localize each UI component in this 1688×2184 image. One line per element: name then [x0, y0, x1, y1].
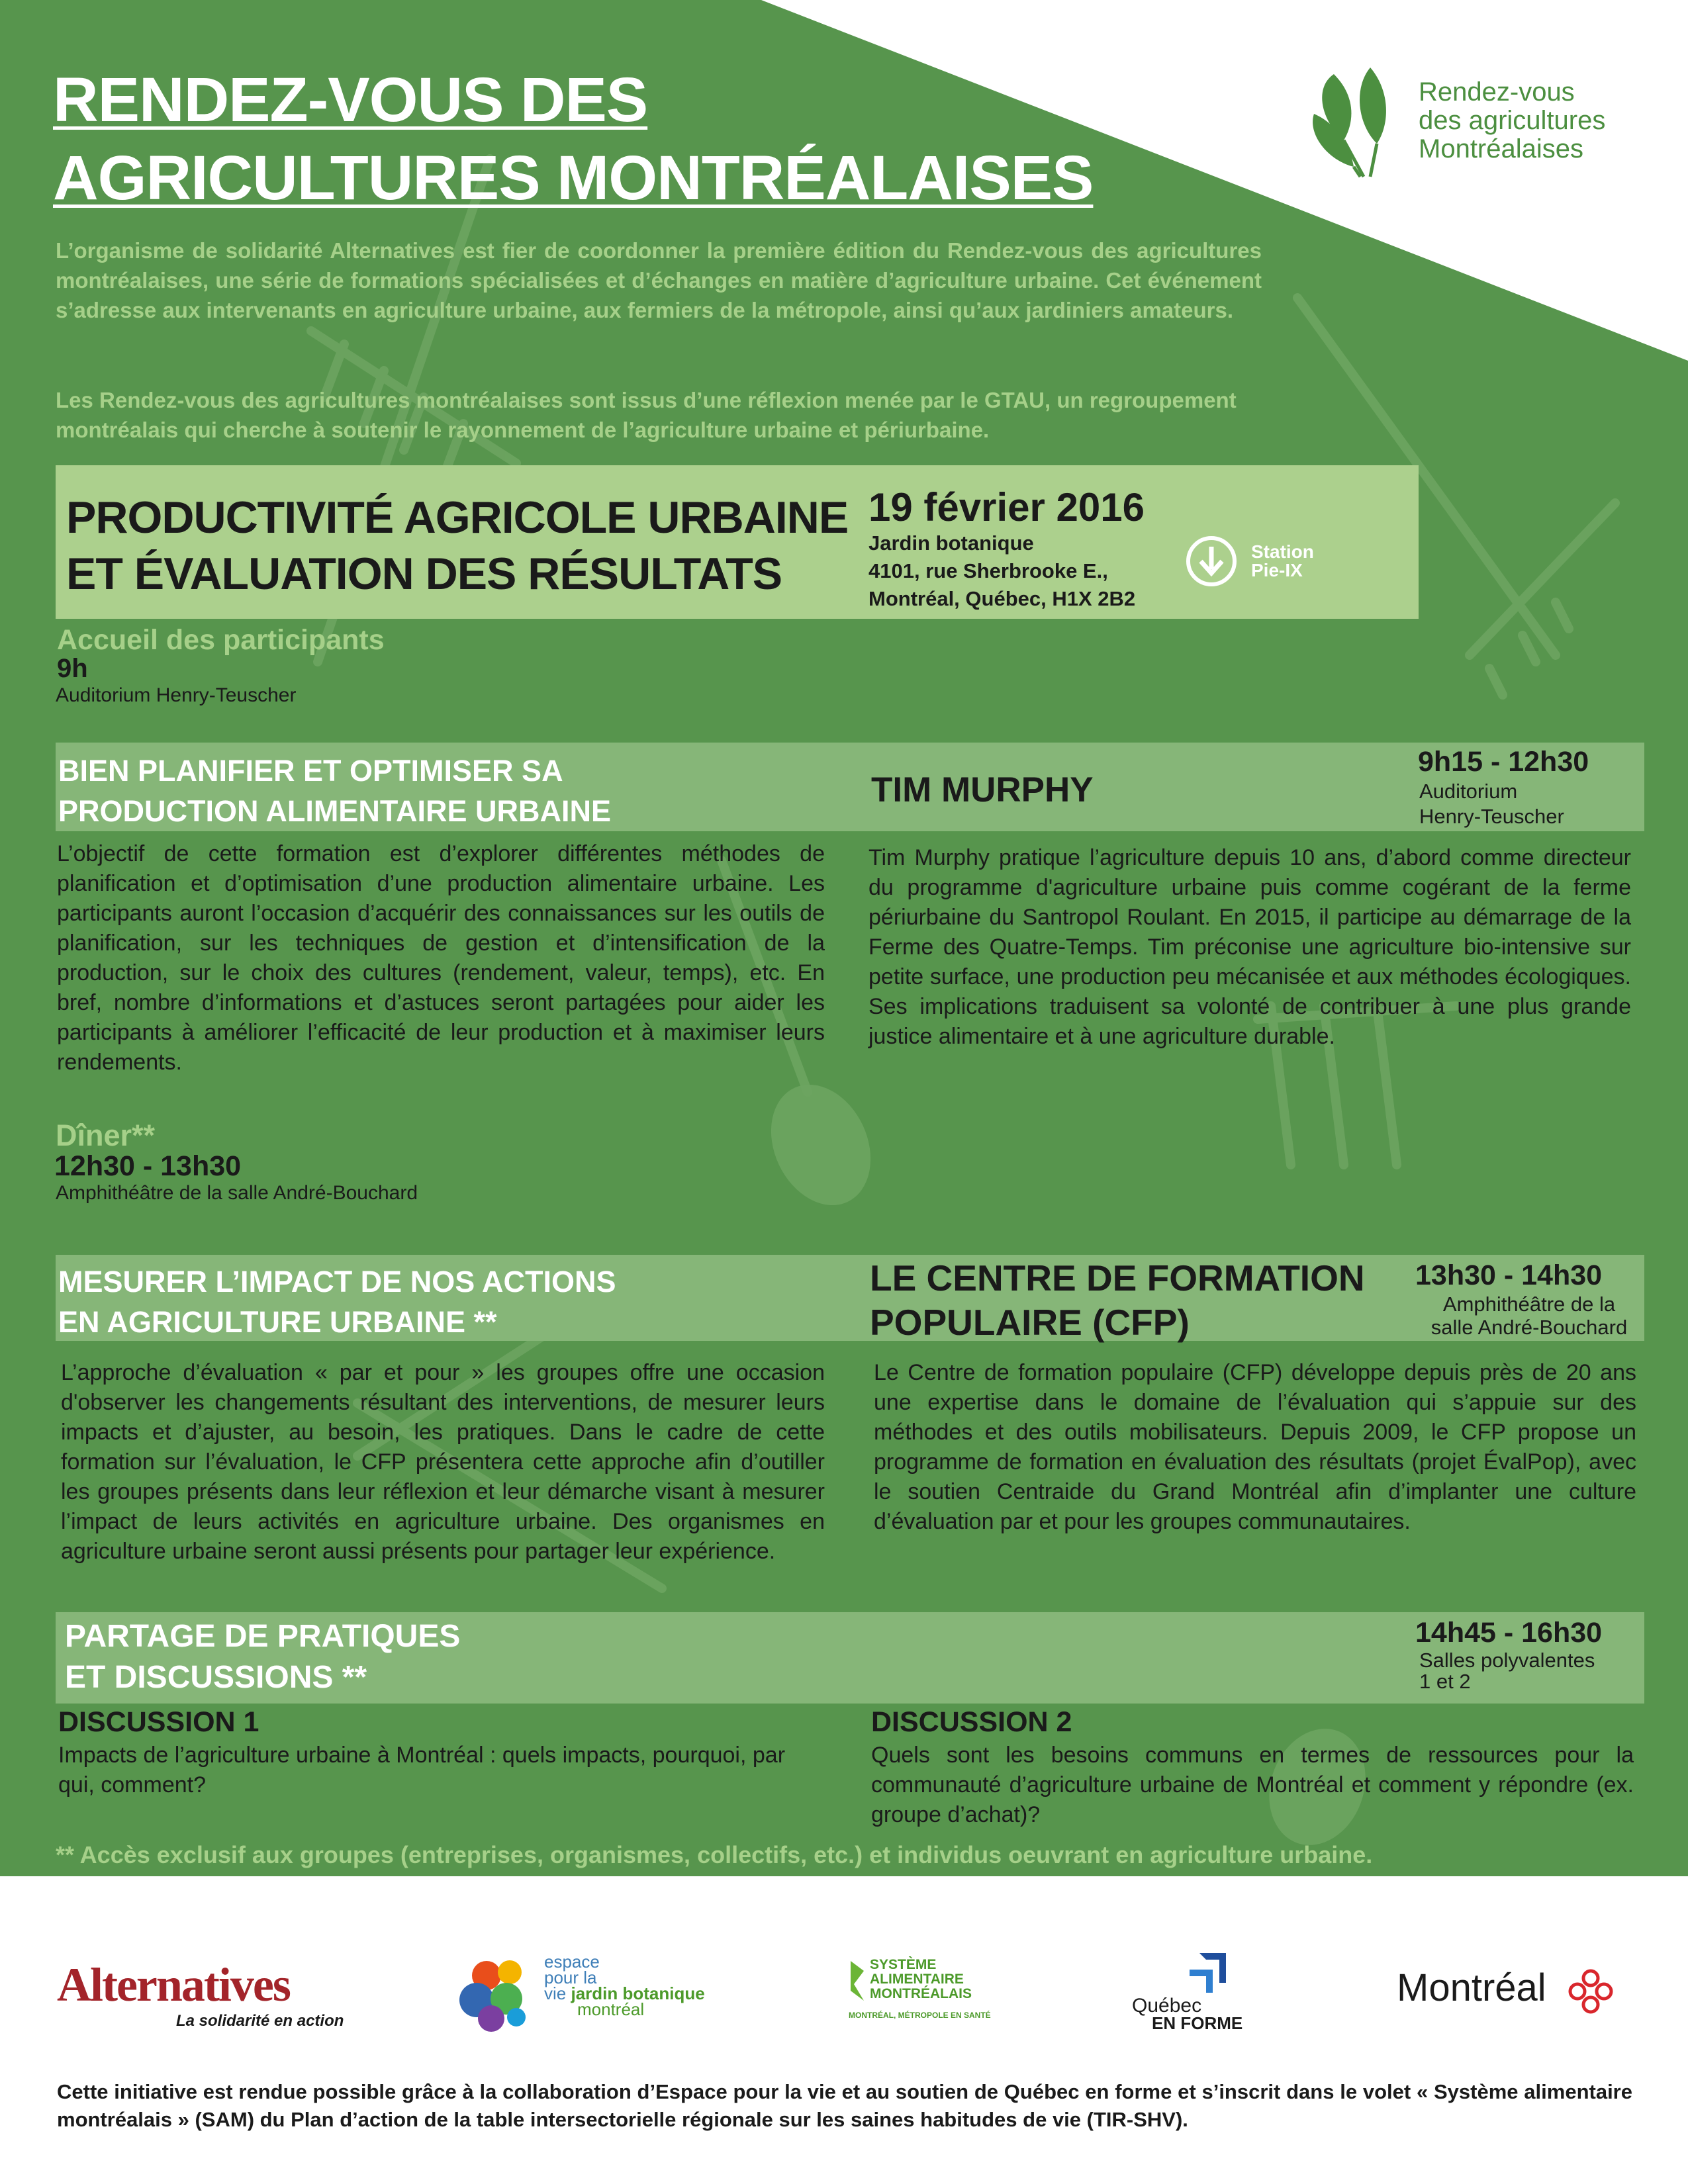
session-1-speaker-bio: Tim Murphy pratique l’agriculture depuis 10 ans, d’abord comme directeur du programme d'agriculture urbaine puis comme cogérant de la ferme périurbaine du Santropol Roulant. En 2015, il participe au démarrage de la Ferme des Quatre-Temps. Tim préconise une agriculture bio-intensive sur petite surface, une production peu mécanisée et aux méthodes écologiques. Ses implications traduisent sa volonté de contribuer à une plus grande justice alimentaire et à une agriculture durable. [868, 845, 1631, 1049]
session-2-speaker-bio: Le Centre de formation populaire (CFP) développe depuis près de 20 ans une expertise dans le domaine de l’évaluation qui s’appuie sur des méthodes et des outils mobilisateurs. Depuis 2009, le CFP propose un programme de formation en évaluation des résultats (projet ÉvalPop), avec le soutien Centraide du Grand Montréal afin d’implanter une culture d’évaluation par et pour les groupes communautaires. [874, 1360, 1636, 1534]
session-2-place-line-1: Amphithéâtre de la [1442, 1293, 1616, 1316]
session-2-place-line-2: salle André-Bouchard [1430, 1316, 1628, 1339]
title-line-1: RENDEZ-VOUS DES [53, 65, 648, 135]
footnote: ** Accès exclusif aux groupes (entreprises, organismes, collectifs, etc.) et individus oeuvrant en agriculture urbaine. [56, 1841, 1373, 1868]
page-title [53, 61, 1093, 217]
session-1-speaker: TIM MURPHY [871, 770, 1094, 809]
metro-station [1251, 543, 1314, 580]
systeme-alimentaire-logo [847, 1958, 1000, 2024]
espace-line-4: montréal [577, 1999, 645, 2019]
session-2-place [1417, 1293, 1642, 1339]
welcome-time: 9h [57, 654, 88, 683]
session-1-place-line-2: Henry-Teuscher [1419, 805, 1564, 828]
event-title [66, 490, 848, 602]
session-2-title-line-2: EN AGRICULTURE URBAINE ** [58, 1305, 497, 1339]
session-1-title-line-2: PRODUCTION ALIMENTAIRE URBAINE [58, 794, 611, 828]
welcome-place: Auditorium Henry-Teuscher [56, 684, 297, 706]
lunch-label: Dîner** [56, 1118, 156, 1152]
qef-line-1: Québec [1132, 1995, 1202, 2017]
alternatives-tagline: La solidarité en action [176, 2012, 344, 2030]
discussion-1-text: Impacts de l’agriculture urbaine à Montréal : quels impacts, pourquoi, par qui, comment? [58, 1743, 786, 1797]
sam-tagline: MONTRÉAL, MÉTROPOLE EN SANTÉ [849, 2011, 991, 2020]
discussion-2-text: Quels sont les besoins communs en termes de ressources pour la communauté d’agriculture urbaine de Montréal et comment y répondre (ex. groupe d’achat)? [871, 1743, 1634, 1827]
espace-line-3a: vie [544, 1983, 571, 2003]
discussion-2-title: DISCUSSION 2 [871, 1706, 1072, 1738]
alternatives-logo [57, 1958, 348, 2037]
venue-name: Jardin botanique [868, 531, 1034, 555]
event-title-line-2: ET ÉVALUATION DES RÉSULTATS [66, 549, 782, 599]
sam-line-1: SYSTÈME [870, 1957, 937, 1972]
session-1-place [1419, 779, 1564, 829]
session-2-description: L’approche d’évaluation « par et pour » les groupes offre une occasion d'observer les changements résultant des interventions, de mesurer leurs impacts et d’ajuster, au besoin, les pratiques. Dans le cadre de cette formation sur l’évaluation, le CFP présentera cette approche afin d’outiller les groupes présents dans leur réflexion et leur démarche visant à mesurer l’impact de leurs activités en agriculture urbaine. Des organismes en agriculture urbaine seront aussi présents pour partager leur expérience. [61, 1360, 825, 1564]
montreal-rosette-icon [1568, 1968, 1614, 2015]
quebec-en-forme-logo [1132, 1950, 1251, 2036]
event-title-line-1: PRODUCTIVITÉ AGRICOLE URBAINE [66, 492, 849, 543]
lunch-place: Amphithéâtre de la salle André-Bouchard [56, 1182, 418, 1204]
session-3-title [65, 1616, 460, 1698]
address-line-1: 4101, rue Sherbrooke E., [868, 559, 1108, 582]
intro-paragraph-2: Les Rendez-vous des agricultures montréalaises sont issus d’une réflexion menée par le GTAU, un regroupement montréalais qui cherche à soutenir le rayonnement de l’agriculture urbaine et périurbaine. [56, 388, 1237, 442]
sam-text [870, 1958, 972, 2001]
station-name: Pie-IX [1251, 560, 1303, 580]
session-1-description: L’objectif de cette formation est d’explorer différentes méthodes de planification et d’optimisation d’une production alimentaire urbaine. Les participants auront l’occasion d’acquérir des connaissances sur les outils de planification, sur les techniques de gestion et d’intensification de la production, sur le choix des cultures (rendement, valeur, temps), etc. En bref, nombre d’informations et d’astuces seront partagées pour aider les participants à améliorer l’efficacité de leur production et à maximiser leurs rendements. [57, 841, 825, 1075]
montreal-logo [1397, 1966, 1622, 2019]
espace-pour-la-vie-logo [450, 1946, 741, 2038]
logo-line-1: Rendez-vous [1419, 77, 1575, 107]
metro-icon [1185, 535, 1238, 588]
session-3-title-line-2: ET DISCUSSIONS ** [65, 1660, 367, 1695]
session-2-speaker-line-1: LE CENTRE DE FORMATION [870, 1257, 1365, 1298]
session-1-place-line-1: Auditorium [1419, 780, 1518, 803]
logo-line-3: Montréalaises [1419, 134, 1584, 163]
session-3-time: 14h45 - 16h30 [1415, 1617, 1603, 1649]
session-1-title [58, 751, 611, 831]
discussion-1-title: DISCUSSION 1 [58, 1706, 259, 1738]
session-1-time: 9h15 - 12h30 [1418, 746, 1589, 778]
event-location [868, 529, 1135, 613]
welcome-label: Accueil des participants [57, 624, 385, 656]
sam-line-2: ALIMENTAIRE [870, 1972, 964, 1987]
montreal-wordmark: Montréal [1397, 1966, 1546, 2009]
espace-colorful-icon [450, 1946, 543, 2038]
lettuce-logo-icon [1307, 61, 1407, 180]
logo-line-2: des agricultures [1419, 106, 1606, 135]
session-3-place [1419, 1650, 1595, 1692]
address-line-2: Montréal, Québec, H1X 2B2 [868, 587, 1136, 610]
lunch-time: 12h30 - 13h30 [54, 1150, 242, 1182]
credits-text: Cette initiative est rendue possible grâce à la collaboration d’Espace pour la vie et au soutien de Québec en forme et s’inscrit dans le volet « Système alimentaire montréalais » (SAM) du Plan d’action de la table intersectorielle régionale sur les saines habitudes de vie (TIR-SHV). [57, 2080, 1632, 2131]
session-2-speaker [870, 1256, 1365, 1345]
sam-line-3: MONTRÉALAIS [870, 1986, 972, 2001]
espace-text [544, 1954, 705, 2017]
espace-line-2: pour la [544, 1968, 597, 1987]
sam-leaf-icon [847, 1958, 867, 2004]
session-1-title-line-1: BIEN PLANIFIER ET OPTIMISER SA [58, 754, 563, 788]
session-3-place-line-1: Salles polyvalentes [1419, 1649, 1595, 1672]
title-line-2: AGRICULTURES MONTRÉALAISES [53, 143, 1094, 213]
espace-line-3b: jardin botanique [571, 1983, 705, 2003]
session-2-speaker-line-2: POPULAIRE (CFP) [870, 1302, 1190, 1343]
session-2-title-line-1: MESURER L’IMPACT DE NOS ACTIONS [58, 1265, 616, 1298]
session-2-time: 13h30 - 14h30 [1415, 1259, 1603, 1291]
quebec-en-forme-icon [1186, 1950, 1233, 1996]
intro-paragraph-1: L’organisme de solidarité Alternatives est fier de coordonner la première édition du Rendez-vous des agricultures montréalaises, une série de formations spécialisées et d’échanges en matière d’agriculture urbaine. Cet événement s’adresse aux intervenants en agriculture urbaine, aux fermiers de la métropole, ainsi qu’aux jardiniers amateurs. [56, 238, 1262, 322]
session-3-title-line-1: PARTAGE DE PRATIQUES [65, 1619, 461, 1654]
alternatives-name: Alternatives [57, 1958, 290, 2011]
station-label: Station [1251, 541, 1314, 562]
session-2-title [58, 1261, 616, 1342]
event-logo-text [1419, 78, 1605, 163]
qef-line-2: EN FORME [1152, 2013, 1243, 2033]
event-date: 19 février 2016 [868, 485, 1145, 529]
session-3-place-line-2: 1 et 2 [1419, 1670, 1471, 1693]
qef-text [1132, 1997, 1243, 2032]
espace-line-1: espace [544, 1952, 600, 1972]
